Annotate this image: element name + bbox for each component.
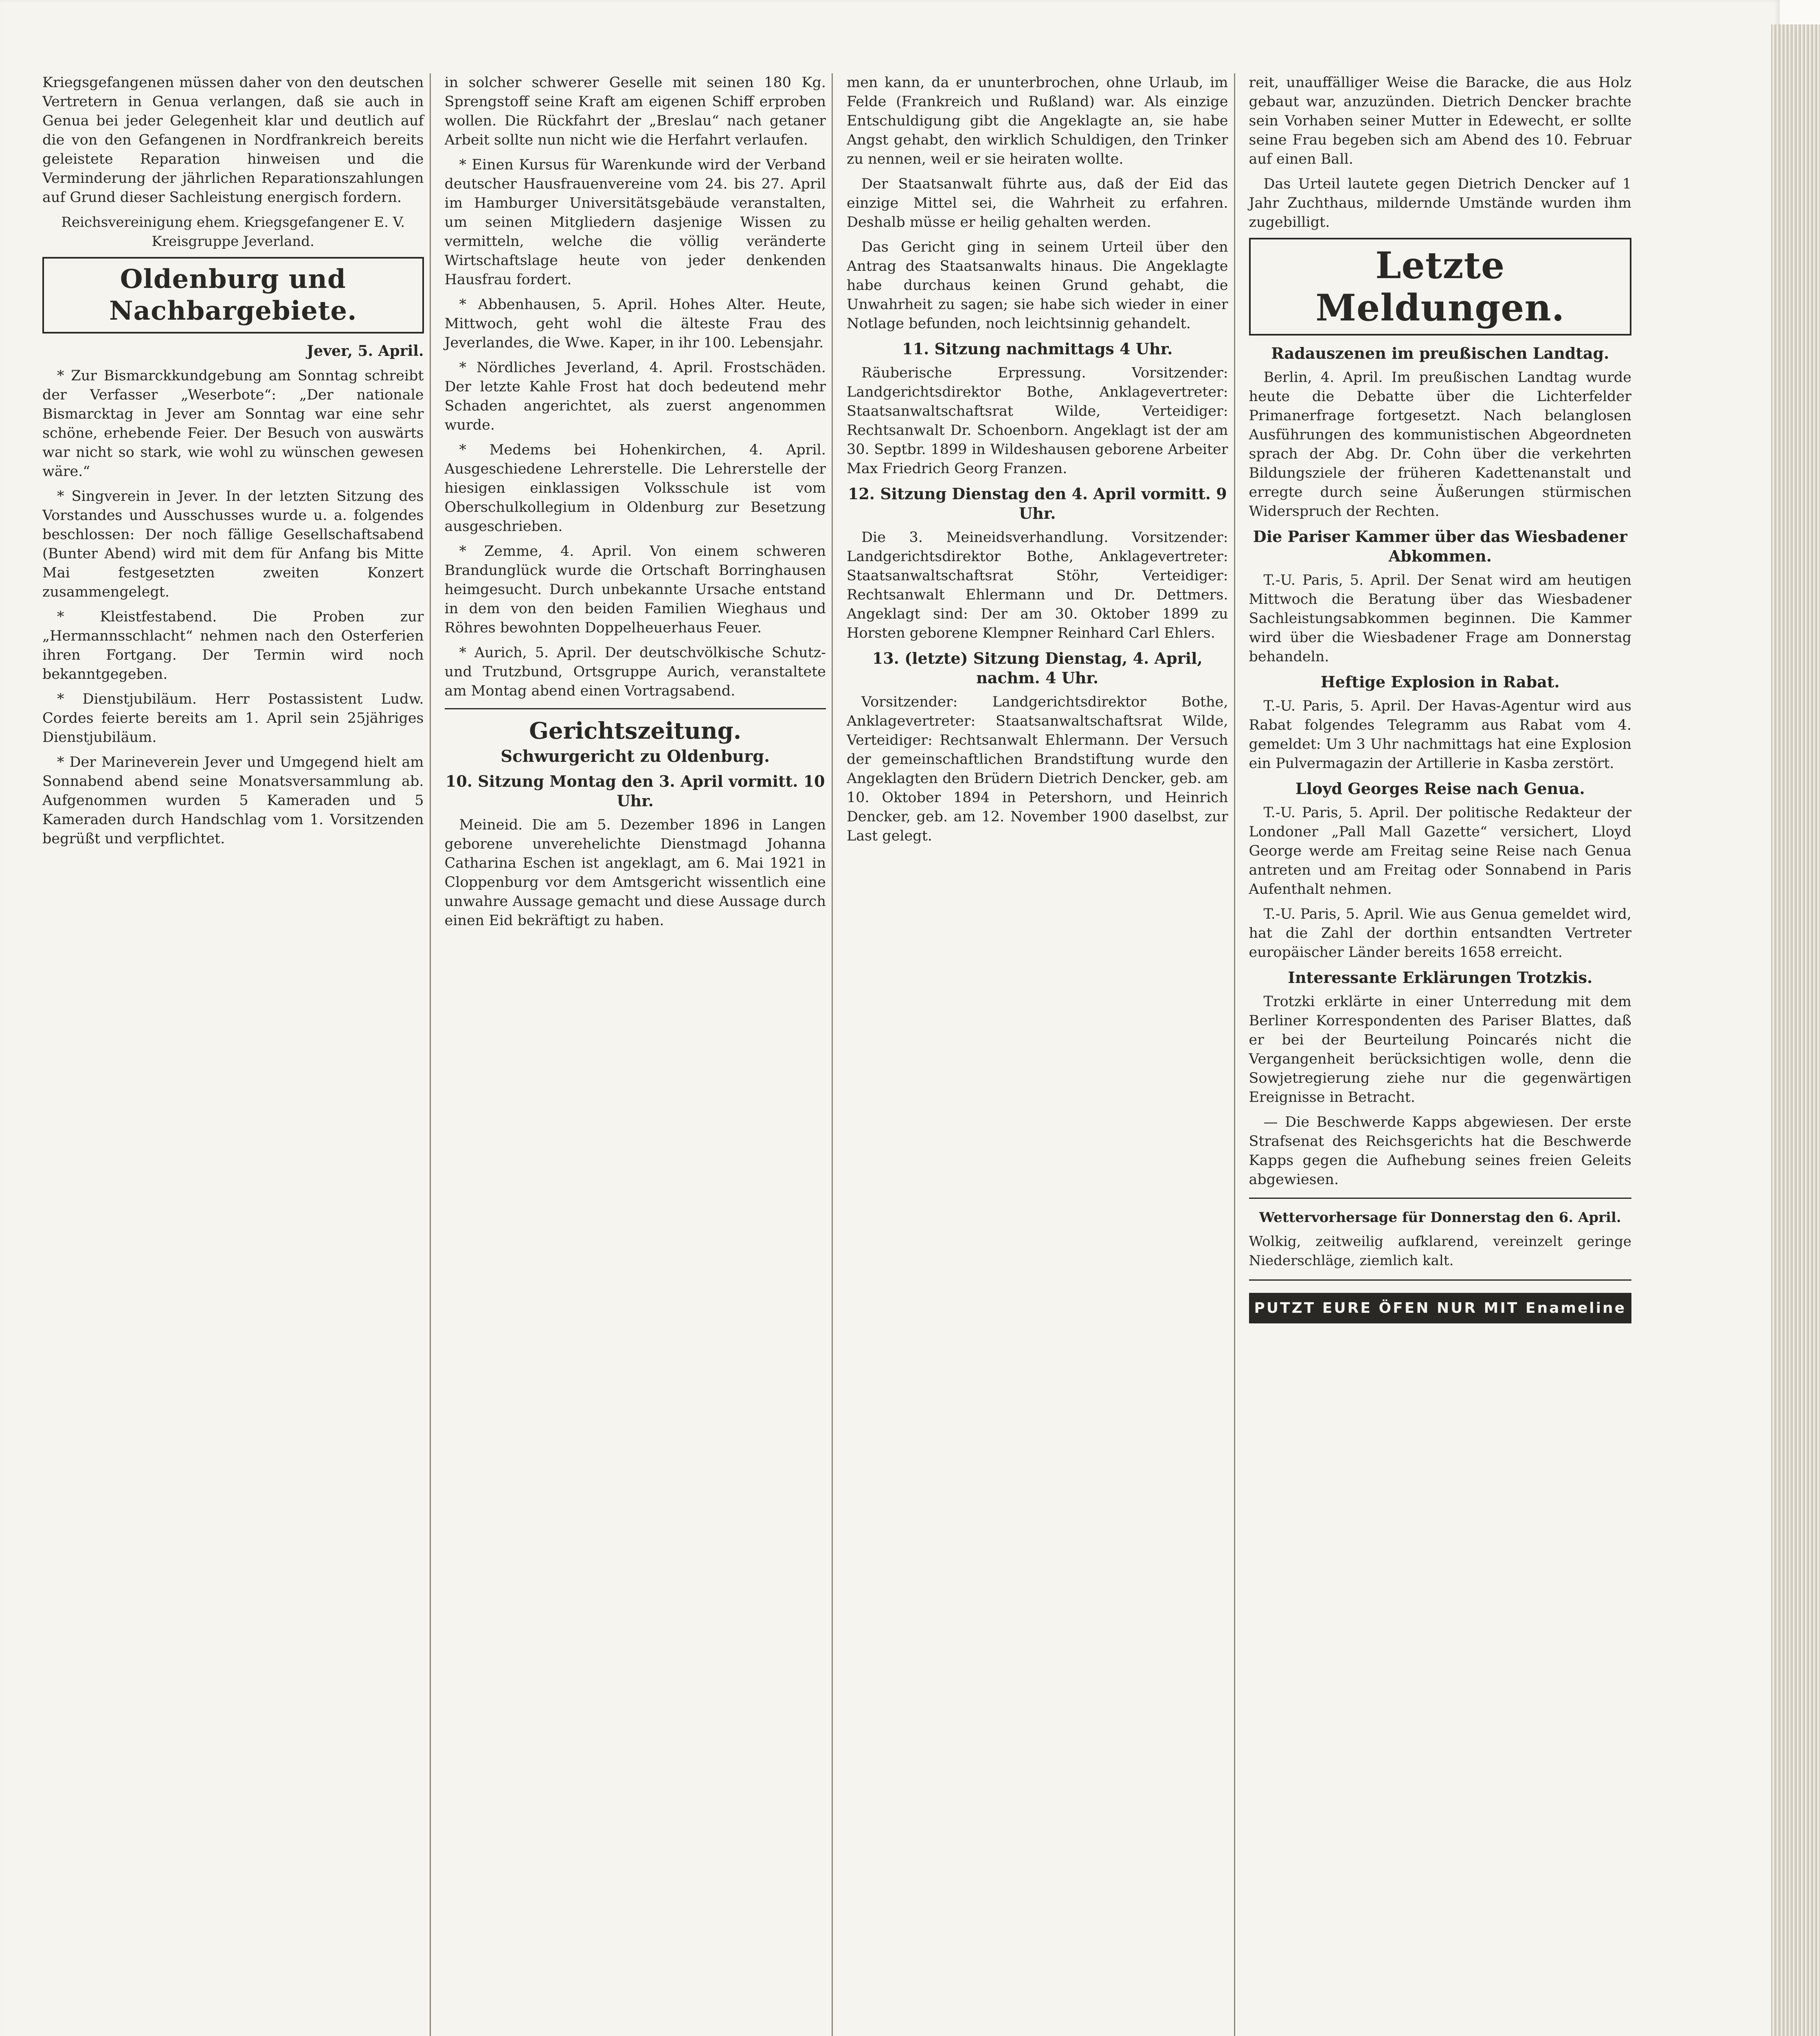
news-item: T.-U. Paris, 5. April. Der Senat wird am heutigen Mittwoch die Beratung über das Wiesbadener Sachleistungsabkommen beginnen. Die Kammer wird über die Wiesbadener Frage am Donnerstag behandeln. [1249, 572, 1631, 665]
article-paragraph: Das Gericht ging in seinem Urteil über den Antrag des Staatsanwalts hinaus. Die Angeklagte habe durchaus keinen Grund gehabt, die Unwahrheit zu sagen; sie habe sich wieder in einer Notlage befunden, noch leichtsinnig gehandelt. [847, 239, 1228, 332]
article-paragraph: Vorsitzender: Landgerichtsdirektor Bothe, Anklagevertreter: Staatsanwaltschaftsrat Wilde, Verteidiger: Rechtsanwalt Ehlermann. Der Versuch der gemeinschaftlichen Brandstiftung wurde den Angeklagten den Brüdern Dietrich Dencker, geb. am 10. Oktober 1894 in Petershorn, und Heinrich Dencker, geb. am 12. November 1900 daselbst, zur Last gelegt. [847, 694, 1228, 844]
session-heading: 10. Sitzung Montag den 3. April vormitt. 10 Uhr. [445, 772, 825, 810]
news-item: T.-U. Paris, 5. April. Der Havas-Agentur wird aus Rabat folgendes Telegramm aus Rabat vom 4. gemeldet: Um 3 Uhr nachmittags hat eine Explosion ein Pulvermagazin der Artillerie in Kasba zerstört. [1249, 698, 1631, 772]
article-paragraph: * Singverein in Jever. In der letzten Sitzung des Vorstandes und Ausschusses wurde u. a. folgendes beschlossen: Der noch fällige Gesellschaftsabend (Bunter Abend) wird mit dem für Anfang bis Mitte Mai festgesetzten zweiten Konzert zusammengelegt. [42, 488, 424, 600]
column-2 [439, 73, 833, 2036]
article-paragraph: * Nördliches Jeverland, 4. April. Frostschäden. Der letzte Kahle Frost hat doch bedeutend mehr Schaden angerichtet, als zuerst angenommen wurde. [444, 360, 826, 433]
column-1 [37, 73, 431, 2036]
article-paragraph: in solcher schwerer Geselle mit seinen 180 Kg. Sprengstoff seine Kraft am eigenen Schiff erproben wollen. Die Rückfahrt der „Breslau“ nach getaner Arbeit sollte nun nicht wie die Herfahrt verlaufen. [444, 75, 826, 148]
article-paragraph: * Aurich, 5. April. Der deutschvölkische Schutz- und Trutzbund, Ortsgruppe Aurich, veranstaltete am Montag abend einen Vortragsabend. [444, 645, 826, 699]
news-subhead: Radauszenen im preußischen Landtag. [1271, 344, 1609, 362]
article-paragraph: Meineid. Die am 5. Dezember 1896 in Langen geborene unverehelichte Dienstmagd Johanna Catharina Eschen ist angeklagt, am 6. Mai 1921 in Cloppenburg vor dem Amtsgericht wissentlich eine unwahre Aussage gemacht und diese Aussage durch einen Eid bekräftigt zu haben. [444, 817, 826, 929]
intro-paragraph: Kriegsgefangenen müssen daher von den deutschen Vertretern in Genua verlangen, daß sie auch in Genua bei jeder Gelegenheit klar und deutlich auf die von den Gefangenen in Nordfrankreich bereits geleistete Reparation hinweisen und die Verminderung der jährlichen Reparationszahlungen auf Grund dieser Sachleistung energisch fordern. [42, 75, 424, 206]
news-item: T.-U. Paris, 5. April. Der politische Redakteur der Londoner „Pall Mall Gazette“ versichert, Lloyd George werde am Freitag seine Reise nach Genua antreten und am Freitag oder Sonnabend in Paris Aufenthalt nehmen. [1249, 805, 1631, 897]
court-news-subtitle: Schwurgericht zu Oldenburg. [501, 747, 770, 766]
article-paragraph: * Der Marineverein Jever und Umgegend hielt am Sonnabend abend seine Monatsversammlung ab. Aufgenommen wurden 5 Kameraden und 5 Kameraden durch Handschlag vom 1. Vorsitzenden begrüßt und verpflichtet. [42, 754, 424, 847]
article-paragraph: Räuberische Erpressung. Vorsitzender: Landgerichtsdirektor Bothe, Anklagevertreter: Staatsanwaltschaftsrat Wilde, Verteidiger: Rechtsanwalt Dr. Schoenborn. Angeklagt ist der am 30. Septbr. 1899 in Wildeshausen geborene Arbeiter Max Friedrich Georg Franzen. [847, 365, 1228, 477]
news-subhead: Interessante Erklärungen Trotzkis. [1288, 968, 1593, 987]
court-news-title: Gerichtszeitung. [529, 717, 742, 744]
article-paragraph: Der Staatsanwalt führte aus, daß der Eid das einzige Mittel sei, die Wahrheit zu erfahren. Deshalb müsse er heilig gehalten werden. [847, 176, 1228, 230]
news-item: Berlin, 4. April. Im preußischen Landtag wurde heute die Debatte über die Lichterfelder Primanerfrage fortgesetzt. Nach belanglosen Ausführungen des kommunistischen Abgeordneten sprach der Abg. Dr. Cohn über die verkehrten Bildungsziele der früheren Kadettenanstalt und erregte durch seine Äußerungen stürmischen Widerspruch der Rechten. [1249, 369, 1631, 520]
session-heading: 13. (letzte) Sitzung Dienstag, 4. April, nachm. 4 Uhr. [872, 649, 1203, 687]
page-columns [37, 73, 1637, 2036]
news-subhead: Heftige Explosion in Rabat. [1320, 673, 1560, 691]
weather-forecast [1249, 1198, 1632, 1281]
divider [445, 708, 826, 709]
article-paragraph: * Dienstjubiläum. Herr Postassistent Ludw. Cordes feierte bereits am 1. April sein 25jähriges Dienstjubiläum. [42, 691, 424, 746]
news-subhead: Lloyd Georges Reise nach Genua. [1295, 779, 1585, 798]
section-title-latest-news: Letzte Meldungen. [1249, 238, 1632, 336]
article-paragraph: * Kleistfestabend. Die Proben zur „Hermannsschlacht“ nehmen nach den Osterferien ihren Fortgang. Der Termin wird noch bekanntgegeben. [42, 609, 424, 682]
advertisement-banner: PUTZT EURE ÖFEN NUR MIT Enameline [1249, 1293, 1632, 1323]
signature: Reichsvereinigung ehem. Kriegsgefangener E. V. Kreisgruppe Jeverland. [61, 214, 405, 250]
news-item: — Die Beschwerde Kapps abgewiesen. Der erste Strafsenat des Reichsgerichts hat die Beschwerde Kapps gegen die Aufhebung seines freien Geleits abgewiesen. [1249, 1114, 1631, 1188]
weather-title: Wettervorhersage für Donnerstag den 6. April. [1259, 1209, 1621, 1226]
article-paragraph: Das Urteil lautete gegen Dietrich Dencker auf 1 Jahr Zuchthaus, mildernde Umstände wurden ihm zugebilligt. [1249, 176, 1631, 230]
book-page-edges [1771, 24, 1820, 2036]
session-heading: 12. Sitzung Dienstag den 4. April vormitt. 9 Uhr. [847, 485, 1227, 522]
news-subhead: Die Pariser Kammer über das Wiesbadener Abkommen. [1253, 527, 1627, 565]
section-title-oldenburg: Oldenburg und Nachbargebiete. [42, 257, 424, 333]
article-paragraph: reit, unauffälliger Weise die Baracke, die aus Holz gebaut war, anzuzünden. Dietrich Dencker brachte sein Vorhaben seiner Mutter in Edewecht, er sollte seine Frau begeben sich am Abend des 10. Februar auf einen Ball. [1249, 75, 1631, 167]
news-item: Trotzki erklärte in einer Unterredung mit dem Berliner Korrespondenten des Pariser Blattes, daß er bei der Beurteilung Poincarés nicht die Vergangenheit berücksichtigen wolle, denn die Sowjetregierung ziehe nur die gegenwärtigen Ereignisse in Betracht. [1249, 994, 1631, 1106]
article-paragraph: * Medems bei Hohenkirchen, 4. April. Ausgeschiedene Lehrerstelle. Die Lehrerstelle der hiesigen einklassigen Volksschule ist vom Oberschulkollegium in Oldenburg zur Besetzung ausgeschrieben. [444, 442, 826, 535]
column-4 [1243, 73, 1638, 2036]
dateline: Jever, 5. April. [307, 342, 424, 360]
session-heading: 11. Sitzung nachmittags 4 Uhr. [902, 340, 1173, 358]
article-paragraph: Die 3. Meineidsverhandlung. Vorsitzender: Landgerichtsdirektor Bothe, Anklagevertreter: Staatsanwaltschaftsrat Stöhr, Verteidiger: Rechtsanwalt Ehlermann und Dr. Dettmers. Angeklagt sind: Der am 30. Oktober 1899 zu Horsten geborene Klempner Reinhard Carl Ehlers. [847, 529, 1228, 641]
news-item: T.-U. Paris, 5. April. Wie aus Genua gemeldet wird, hat die Zahl der dorthin entsandten Vertreter europäischer Länder bereits 1658 erreicht. [1249, 906, 1631, 961]
article-paragraph: men kann, da er ununterbrochen, ohne Urlaub, im Felde (Frankreich und Rußland) war. Als einzige Entschuldigung gibt die Angeklagte an, sie habe Angst gehabt, den wirklich Schuldigen, den Trinker zu nennen, weil er sie heiraten wollte. [847, 75, 1228, 167]
article-paragraph: * Zemme, 4. April. Von einem schweren Brandunglück wurde die Ortschaft Borringhausen heimgesucht. Durch unbekannte Ursache entstand in dem von den beiden Familien Wieghaus und Röhres bewohnten Doppelheuerhaus Feuer. [444, 543, 826, 636]
article-paragraph: * Zur Bismarckkundgebung am Sonntag schreibt der Verfasser „Weserbote“: „Der nationale Bismarcktag in Jever am Sonntag war eine sehr schöne, erhebende Feier. Der Besuch von auswärts war nicht so stark, wie wohl zu wünschen gewesen wäre.“ [42, 368, 424, 480]
article-paragraph: * Einen Kursus für Warenkunde wird der Verband deutscher Hausfrauenvereine vom 24. bis 27. April im Hamburger Universitätsgebäude veranstalten, um seinen Mitgliedern dasjenige Wissen zu vermitteln, welche die völlig veränderte Wirtschaftslage heute von jeder denkenden Hausfrau fordert. [444, 157, 826, 288]
article-paragraph: * Abbenhausen, 5. April. Hohes Alter. Heute, Mittwoch, geht wohl die älteste Frau des Jeverlandes, die Wwe. Kaper, in ihr 100. Lebensjahr. [444, 296, 826, 351]
weather-text: Wolkig, zeitweilig aufklarend, vereinzelt geringe Niederschläge, ziemlich kalt. [1249, 1233, 1631, 1269]
column-3 [841, 73, 1235, 2036]
